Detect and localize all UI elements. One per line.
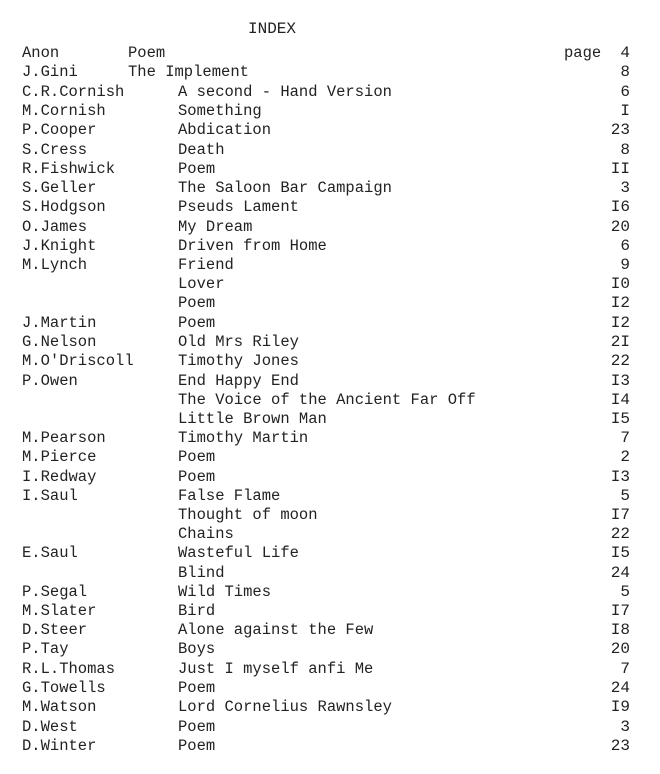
entry-author: G.Nelson bbox=[22, 333, 97, 351]
entry-author: S.Geller bbox=[22, 179, 97, 197]
entry-author: J.Knight bbox=[22, 237, 97, 255]
index-entry bbox=[0, 314, 660, 333]
index-entry bbox=[0, 121, 660, 140]
entry-title: My Dream bbox=[178, 218, 253, 236]
entry-author: Anon bbox=[22, 44, 60, 62]
entry-title: Driven from Home bbox=[178, 237, 327, 255]
entry-title: Poem bbox=[178, 448, 216, 466]
entry-page: 3 bbox=[620, 179, 630, 197]
entry-author: P.Owen bbox=[22, 372, 78, 390]
entry-author: M.Pierce bbox=[22, 448, 97, 466]
entry-page: 24 bbox=[610, 679, 630, 697]
entry-page: 3 bbox=[620, 718, 630, 736]
entry-page: I5 bbox=[610, 544, 630, 562]
entry-page: 20 bbox=[610, 640, 630, 658]
entry-page: 2I bbox=[610, 333, 630, 351]
index-entry bbox=[0, 410, 660, 429]
entry-author: S.Hodgson bbox=[22, 198, 106, 216]
entry-author: C.R.Cornish bbox=[22, 83, 125, 101]
entry-author: D.West bbox=[22, 718, 78, 736]
entry-title: Just I myself anfi Me bbox=[178, 660, 374, 678]
entry-title: Pseuds Lament bbox=[178, 198, 299, 216]
index-entry bbox=[0, 372, 660, 391]
index-entry bbox=[0, 544, 660, 563]
entry-page: 23 bbox=[610, 121, 630, 139]
entry-author: G.Towells bbox=[22, 679, 106, 697]
entry-author: D.Winter bbox=[22, 737, 97, 755]
entry-author: M.Watson bbox=[22, 698, 97, 716]
entry-title: Wild Times bbox=[178, 583, 272, 601]
entry-title: Death bbox=[178, 141, 225, 159]
entry-page: I7 bbox=[610, 506, 630, 524]
index-entry bbox=[0, 640, 660, 659]
entry-page: 24 bbox=[610, 564, 630, 582]
entry-author: P.Tay bbox=[22, 640, 69, 658]
entry-title: Abdication bbox=[178, 121, 272, 139]
entry-title: Poem bbox=[178, 314, 216, 332]
index-entry bbox=[0, 102, 660, 121]
index-entry bbox=[0, 679, 660, 698]
entry-title: Little Brown Man bbox=[178, 410, 327, 428]
entry-page: 6 bbox=[620, 237, 630, 255]
index-entry bbox=[0, 63, 660, 82]
entry-page: I3 bbox=[610, 468, 630, 486]
entry-title: Lover bbox=[178, 275, 225, 293]
index-entry bbox=[0, 506, 660, 525]
entry-author: M.Cornish bbox=[22, 102, 106, 120]
entry-author: J.Martin bbox=[22, 314, 97, 332]
entry-title: Thought of moon bbox=[178, 506, 318, 524]
index-entry bbox=[0, 718, 660, 737]
entry-title: Something bbox=[178, 102, 262, 120]
entry-title: Blind bbox=[178, 564, 225, 582]
index-entry bbox=[0, 179, 660, 198]
entry-page: I5 bbox=[610, 410, 630, 428]
index-entry bbox=[0, 391, 660, 410]
entry-page: I4 bbox=[610, 391, 630, 409]
entry-page: 20 bbox=[610, 218, 630, 236]
entry-title: The Implement bbox=[128, 63, 249, 81]
index-entry bbox=[0, 44, 660, 63]
entry-page: 5 bbox=[620, 487, 630, 505]
index-entry bbox=[0, 660, 660, 679]
entry-title: Poem bbox=[178, 679, 216, 697]
entry-page: I3 bbox=[610, 372, 630, 390]
entry-title: Lord Cornelius Rawnsley bbox=[178, 698, 392, 716]
index-title: INDEX bbox=[248, 20, 297, 38]
entry-page: 8 bbox=[620, 141, 630, 159]
index-entry bbox=[0, 352, 660, 371]
entry-page: I bbox=[620, 102, 630, 120]
index-entry bbox=[0, 429, 660, 448]
index-entry bbox=[0, 83, 660, 102]
index-entry bbox=[0, 525, 660, 544]
index-entry bbox=[0, 141, 660, 160]
entry-author: E.Saul bbox=[22, 544, 78, 562]
entry-author: R.L.Thomas bbox=[22, 660, 116, 678]
page-label: page bbox=[564, 44, 602, 62]
index-entry bbox=[0, 160, 660, 179]
entry-author: M.Lynch bbox=[22, 256, 88, 274]
entry-page: 22 bbox=[610, 525, 630, 543]
entry-author: J.Gini bbox=[22, 63, 78, 81]
entry-title: Old Mrs Riley bbox=[178, 333, 299, 351]
index-entry bbox=[0, 583, 660, 602]
entry-page: 22 bbox=[610, 352, 630, 370]
entry-title: Alone against the Few bbox=[178, 621, 374, 639]
entry-page: 7 bbox=[620, 660, 630, 678]
entry-page: 6 bbox=[620, 83, 630, 101]
entry-page: 5 bbox=[620, 583, 630, 601]
entry-author: P.Segal bbox=[22, 583, 88, 601]
index-entry bbox=[0, 448, 660, 467]
index-entry bbox=[0, 198, 660, 217]
index-entry bbox=[0, 256, 660, 275]
index-entry bbox=[0, 237, 660, 256]
entry-title: Friend bbox=[178, 256, 234, 274]
entry-page: I7 bbox=[610, 602, 630, 620]
entry-page: I2 bbox=[610, 294, 630, 312]
entry-author: O.James bbox=[22, 218, 88, 236]
index-entry bbox=[0, 487, 660, 506]
entry-page: 8 bbox=[620, 63, 630, 81]
entry-title: Bird bbox=[178, 602, 216, 620]
index-entry bbox=[0, 218, 660, 237]
index-entry bbox=[0, 737, 660, 756]
entry-page: 23 bbox=[610, 737, 630, 755]
entry-page: II bbox=[610, 160, 630, 178]
entry-title: Poem bbox=[178, 468, 216, 486]
entry-title: False Flame bbox=[178, 487, 281, 505]
index-entry bbox=[0, 275, 660, 294]
entry-title: The Saloon Bar Campaign bbox=[178, 179, 392, 197]
entry-title: End Happy End bbox=[178, 372, 299, 390]
entry-author: P.Cooper bbox=[22, 121, 97, 139]
entry-author: R.Fishwick bbox=[22, 160, 116, 178]
entry-page: I6 bbox=[610, 198, 630, 216]
entry-page: I8 bbox=[610, 621, 630, 639]
entry-title: Timothy Martin bbox=[178, 429, 309, 447]
entry-title: Poem bbox=[178, 718, 216, 736]
entry-title: Chains bbox=[178, 525, 234, 543]
index-entry bbox=[0, 698, 660, 717]
entry-title: Poem bbox=[178, 160, 216, 178]
entry-author: M.Pearson bbox=[22, 429, 106, 447]
entry-author: M.O'Driscoll bbox=[22, 352, 134, 370]
entry-author: M.Slater bbox=[22, 602, 97, 620]
index-entry bbox=[0, 602, 660, 621]
entry-author: S.Cress bbox=[22, 141, 88, 159]
entry-page: I9 bbox=[610, 698, 630, 716]
entry-title: Wasteful Life bbox=[178, 544, 299, 562]
entry-title: The Voice of the Ancient Far Off bbox=[178, 391, 476, 409]
entry-author: D.Steer bbox=[22, 621, 88, 639]
index-entry bbox=[0, 468, 660, 487]
index-entry bbox=[0, 294, 660, 313]
entry-title: Timothy Jones bbox=[178, 352, 299, 370]
entry-title: Poem bbox=[128, 44, 166, 62]
entry-page: 9 bbox=[620, 256, 630, 274]
entry-title: Boys bbox=[178, 640, 216, 658]
entry-page: 4 bbox=[620, 44, 630, 62]
entry-title: Poem bbox=[178, 294, 216, 312]
entry-page: I2 bbox=[610, 314, 630, 332]
entry-page: 7 bbox=[620, 429, 630, 447]
entry-title: A second - Hand Version bbox=[178, 83, 392, 101]
index-entry bbox=[0, 333, 660, 352]
index-entry bbox=[0, 621, 660, 640]
entry-title: Poem bbox=[178, 737, 216, 755]
entry-page: 2 bbox=[620, 448, 630, 466]
entry-page: I0 bbox=[610, 275, 630, 293]
index-entry bbox=[0, 564, 660, 583]
entry-author: I.Redway bbox=[22, 468, 97, 486]
entry-author: I.Saul bbox=[22, 487, 78, 505]
